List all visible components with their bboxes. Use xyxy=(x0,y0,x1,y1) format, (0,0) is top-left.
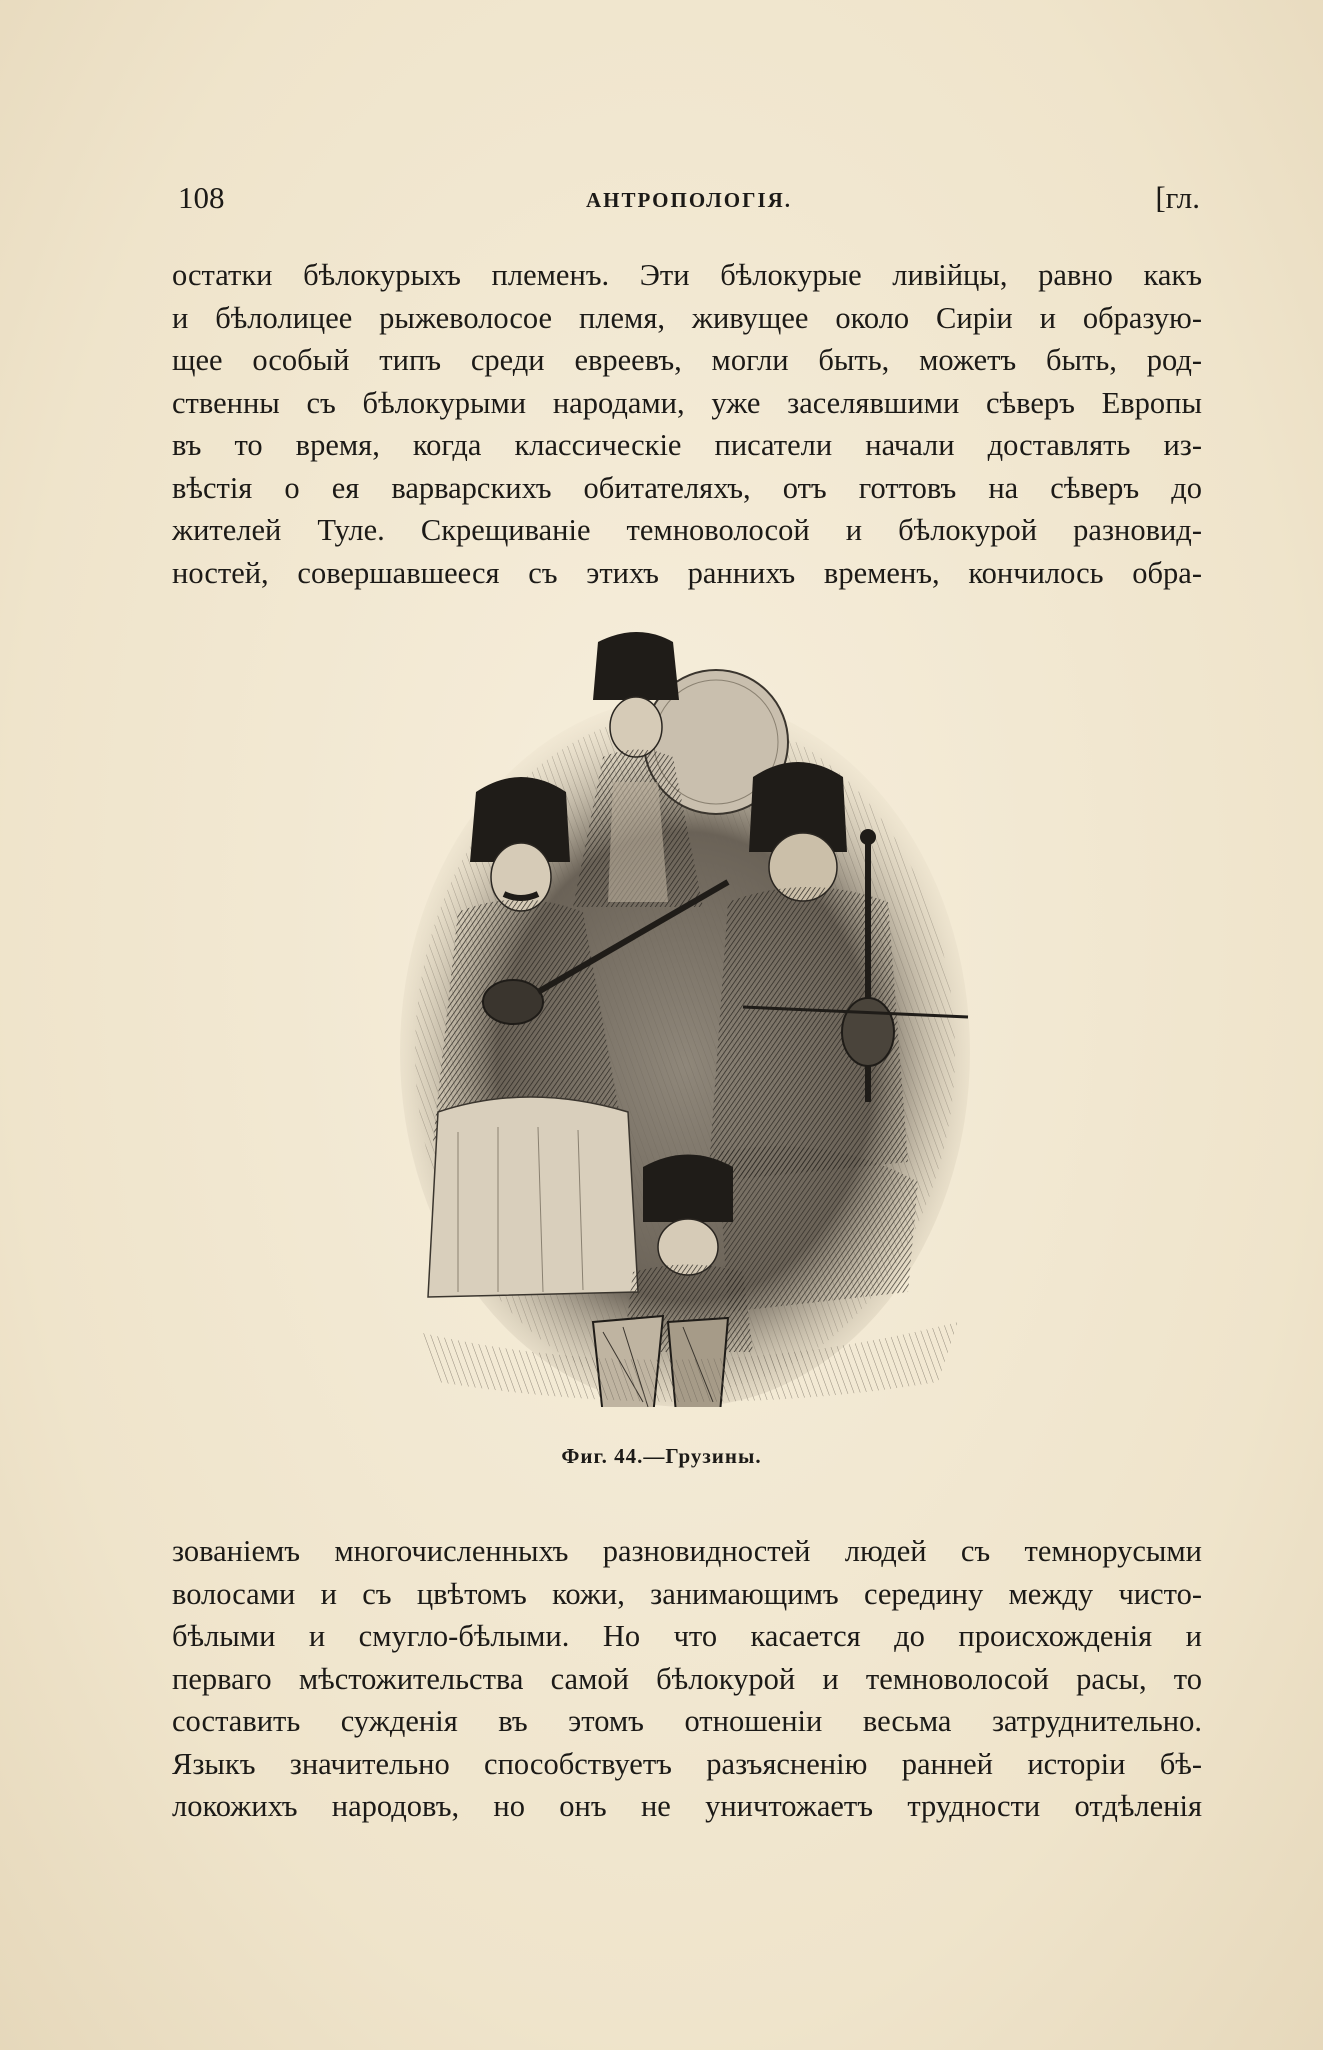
text-line: Языкъ значительно способствуетъ разъясненію ранней исторіи бѣ- xyxy=(172,1746,1202,1781)
text-line: ственны съ бѣлокурыми народами, уже заселявшими сѣверъ Европы xyxy=(172,385,1202,420)
text-line: составить сужденія въ этомъ отношеніи весьма затруднительно. xyxy=(172,1704,1202,1738)
running-header xyxy=(178,180,1200,224)
page-number: 108 xyxy=(178,180,225,215)
text-line: щее особый типъ среди евреевъ, могли быть, можетъ быть, род- xyxy=(172,343,1202,377)
text-line: волосами и съ цвѣтомъ кожи, занимающимъ середину между чисто- xyxy=(172,1576,1202,1611)
text-line: остатки бѣлокурыхъ племенъ. Эти бѣлокурые ливійцы, равно какъ xyxy=(172,258,1202,292)
running-title: АНТРОПОЛОГІЯ. xyxy=(585,188,793,212)
text-line: ностей, совершавшееся съ этихъ раннихъ временъ, кончилось обра- xyxy=(172,555,1202,590)
paragraph-bottom xyxy=(172,1530,1202,1828)
text-line: бѣлыми и смугло-бѣлыми. Но что касается до происхожденія и xyxy=(172,1619,1202,1653)
chapter-mark: [гл. xyxy=(1155,180,1200,215)
text-line: жителей Туле. Скрещиваніе темноволосой и бѣлокурой разновид- xyxy=(172,513,1202,547)
text-line: перваго мѣстожительства самой бѣлокурой и темноволосой расы, то xyxy=(172,1661,1202,1696)
engraving-illustration xyxy=(398,632,972,1407)
text-line: локожихъ народовъ, но онъ не уничтожаетъ трудности отдѣленія xyxy=(172,1789,1202,1823)
text-line: зованіемъ многочисленныхъ разновидностей людей съ темнорусыми xyxy=(172,1534,1202,1568)
text-line: въ то время, когда классическіе писатели начали доставлять из- xyxy=(172,428,1202,462)
text-line: и бѣлолицее рыжеволосое племя, живущее около Сиріи и образую- xyxy=(172,300,1202,335)
figure-caption: Фиг. 44.—Грузины. xyxy=(561,1444,762,1468)
paragraph-top xyxy=(172,254,1202,594)
text-line: вѣстія о ея варварскихъ обитателяхъ, отъ готтовъ на сѣверъ до xyxy=(172,470,1202,505)
